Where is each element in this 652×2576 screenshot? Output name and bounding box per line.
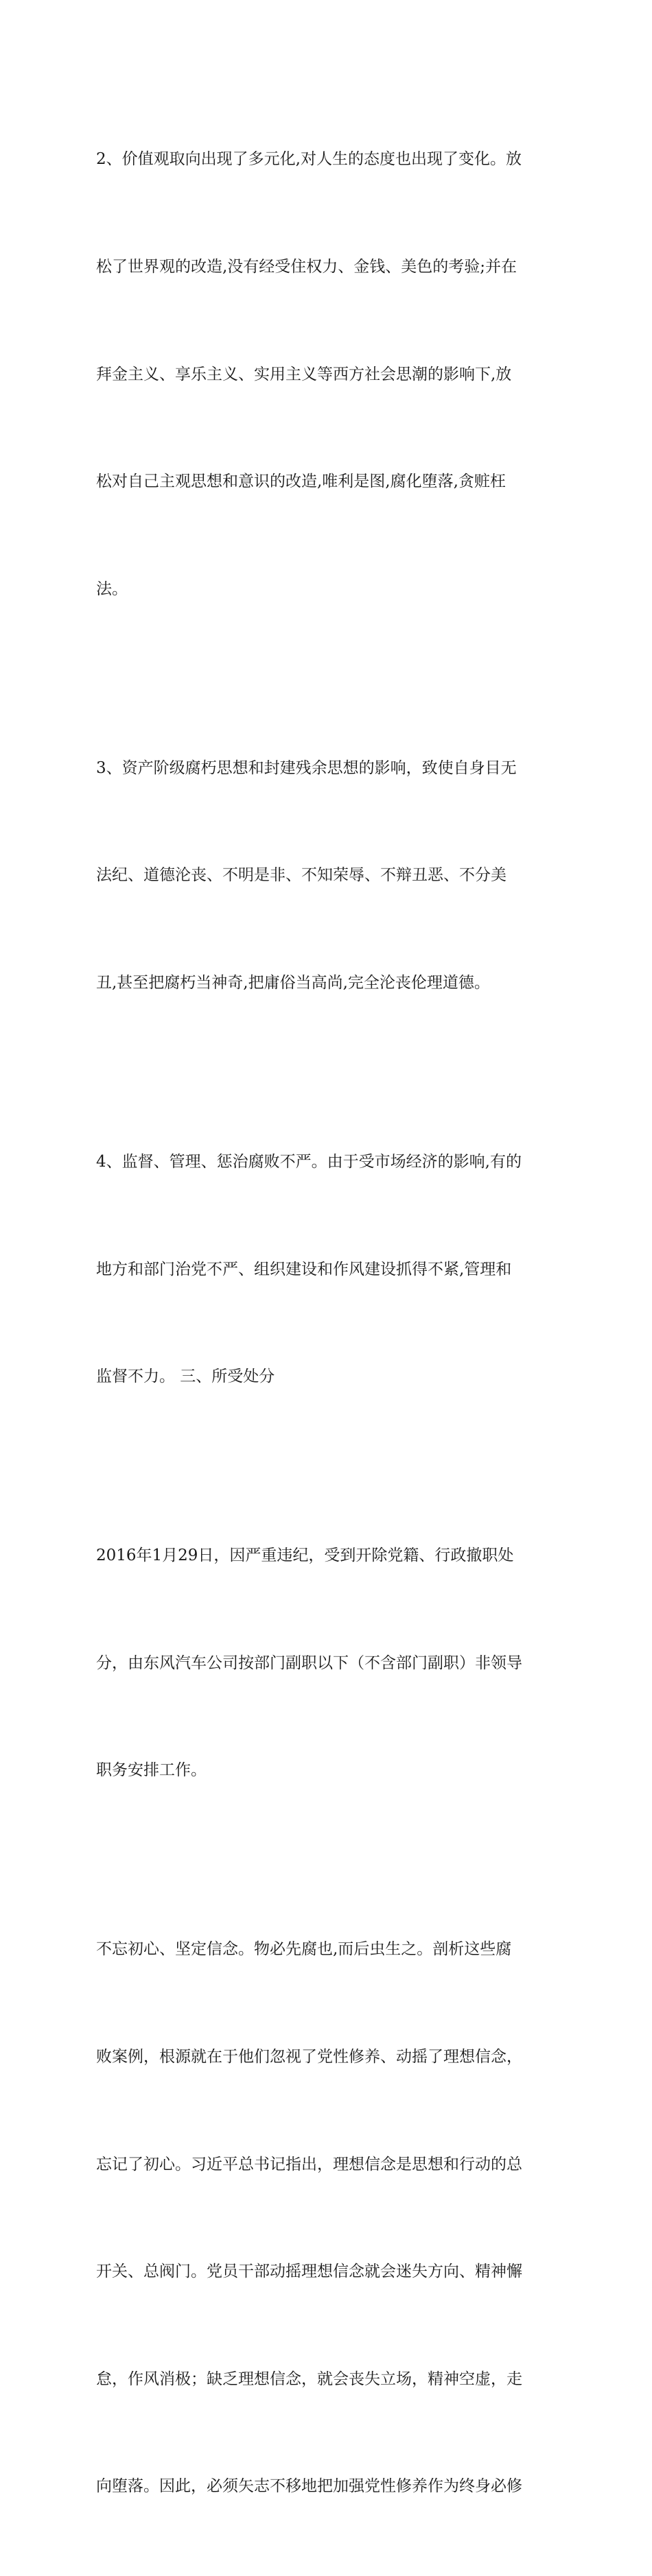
paragraph-penalty <box>96 1466 563 1860</box>
document-body <box>96 70 563 2576</box>
text-line: 丑,甚至把腐朽当神奇,把庸俗当高尚,完全沦丧伦理道德。 <box>96 973 490 992</box>
text-line: 分，由东风汽车公司按部门副职以下（不含部门副职）非领导 <box>96 1654 522 1672</box>
text-line: 3、资产阶级腐朽思想和封建残余思想的影响，致使自身目无 <box>96 759 517 777</box>
text-line: 职务安排工作。 <box>96 1761 207 1780</box>
paragraph-supervision <box>96 1073 563 1466</box>
text-line: 4、监督、管理、惩治腐败不严。由于受市场经济的影响,有的 <box>96 1152 522 1171</box>
text-line: 向堕落。因此，必须矢志不移地把加强党性修养作为终身必修 <box>96 2477 522 2496</box>
text-line: 监督不力。 三、所受处分 <box>96 1368 275 1386</box>
text-line: 怠，作风消极；缺乏理想信念，就会丧失立场，精神空虚，走 <box>96 2370 522 2388</box>
text-line: 拜金主义、享乐主义、实用主义等西方社会思潮的影响下,放 <box>96 365 512 383</box>
text-line: 地方和部门治党不严、组织建设和作风建设抓得不紧,管理和 <box>96 1260 512 1278</box>
paragraph-values <box>96 70 563 678</box>
paragraph-bourgeois-influence <box>96 678 563 1072</box>
text-line: 法。 <box>96 580 128 598</box>
text-line: 败案例，根源就在于他们忽视了党性修养、动摇了理想信念， <box>96 2047 522 2066</box>
text-line: 法纪、道德沦丧、不明是非、不知荣辱、不辩丑恶、不分美 <box>96 866 507 885</box>
text-line: 不忘初心、坚定信念。物必先腐也,而后虫生之。剖析这些腐 <box>96 1940 512 1959</box>
text-line: 松对自己主观思想和意识的改造,唯利是图,腐化堕落,贪赃枉 <box>96 473 506 491</box>
text-line: 松了世界观的改造,没有经受住权力、金钱、美色的考验;并在 <box>96 258 517 276</box>
text-line: 忘记了初心。习近平总书记指出，理想信念是思想和行动的总 <box>96 2155 522 2173</box>
text-line: 开关、总阀门。党员干部动摇理想信念就会迷失方向、精神懈 <box>96 2263 522 2281</box>
text-line: 2016年1月29日，因严重违纪，受到开除党籍、行政撤职处 <box>96 1547 514 1565</box>
text-line: 2、价值观取向出现了多元化,对人生的态度也出现了变化。放 <box>96 150 522 169</box>
paragraph-original-aspiration <box>96 1860 563 2576</box>
